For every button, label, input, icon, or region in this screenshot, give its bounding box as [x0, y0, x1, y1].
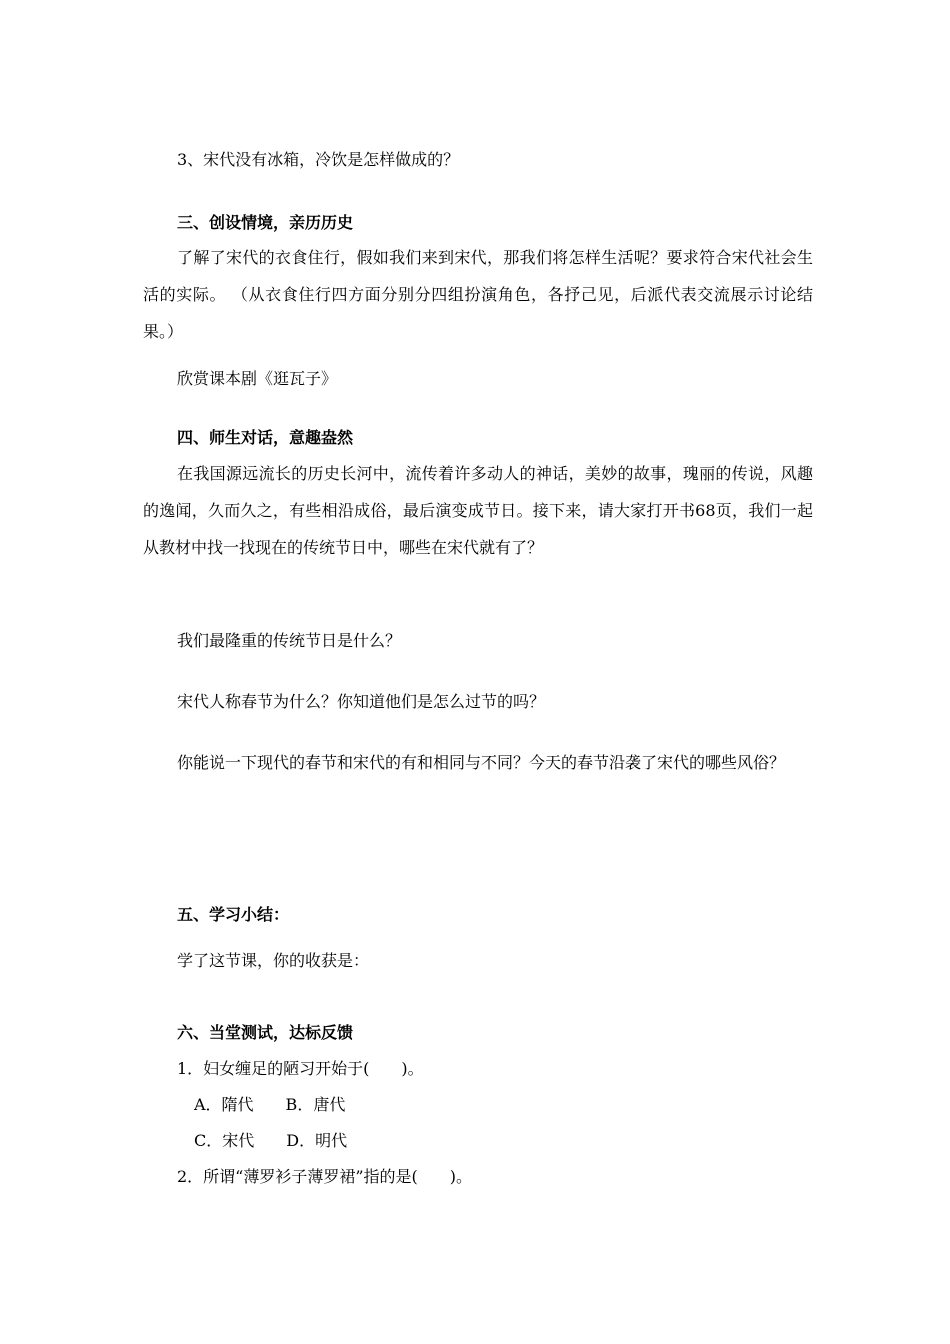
section-3-heading: 三、创设情境，亲历历史: [177, 213, 354, 232]
section-5-heading: 五、学习小结：: [177, 905, 290, 924]
quiz-question-2: 2．所谓“薄罗衫子薄罗裙”指的是( )。: [177, 1167, 473, 1186]
quiz-question-1-options-cd: C．宋代 D．明代: [194, 1131, 348, 1150]
quiz-question-1-options-ab: A．隋代 B．唐代: [194, 1095, 346, 1114]
section-3-note: 欣赏课本剧《逛瓦子》: [177, 369, 338, 388]
section-4-question-3: 你能说一下现代的春节和宋代的有和相同与不同？今天的春节沿袭了宋代的哪些风俗？: [177, 753, 786, 772]
section-4-paragraph: 在我国源远流长的历史长河中，流传着许多动人的神话，美妙的故事，瑰丽的传说，风趣的逸闻，久而久之，有些相沿成俗，最后演变成节日。接下来，请大家打开书68页，我们一起从教材中找一找现在的传统节日中，哪些在宋代就有了？: [143, 464, 813, 557]
section-4-question-2: 宋代人称春节为什么？你知道他们是怎么过节的吗？: [177, 692, 546, 711]
section-6-heading: 六、当堂测试，达标反馈: [177, 1023, 354, 1042]
question-3: 3、宋代没有冰箱，冷饮是怎样做成的？: [177, 150, 460, 169]
section-4-question-1: 我们最隆重的传统节日是什么？: [177, 631, 402, 650]
section-3-paragraph: 了解了宋代的衣食住行，假如我们来到宋代，那我们将怎样生活呢？要求符合宋代社会生活的实际。 （从衣食住行四方面分别分四组扮演角色，各抒己见，后派代表交流展示讨论结果。）: [143, 248, 813, 341]
section-5-line: 学了这节课，你的收获是：: [177, 951, 370, 970]
quiz-question-1: 1．妇女缠足的陋习开始于( )。: [177, 1059, 424, 1078]
section-4-heading: 四、师生对话，意趣盎然: [177, 428, 354, 447]
